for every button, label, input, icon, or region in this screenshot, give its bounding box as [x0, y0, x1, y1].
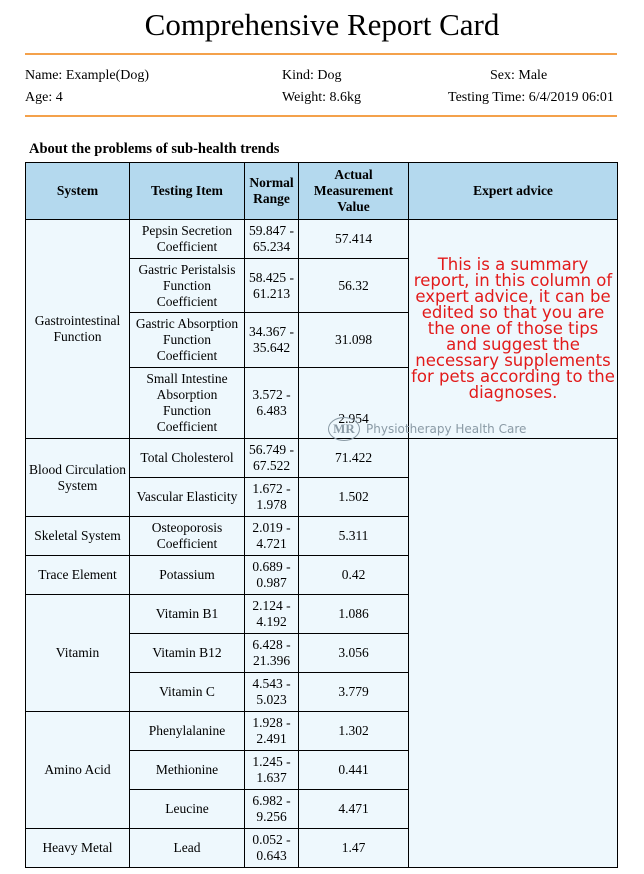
item-cell: Vitamin B1 [130, 595, 245, 634]
range-cell: 58.425 - 61.213 [245, 259, 299, 313]
item-cell: Lead [130, 829, 245, 868]
item-cell: Methionine [130, 751, 245, 790]
system-cell: Heavy Metal [26, 829, 130, 868]
item-cell: Vascular Elasticity [130, 478, 245, 517]
pet-kind: Kind: Dog [282, 68, 342, 83]
item-cell: Leucine [130, 790, 245, 829]
value-cell: 0.441 [299, 751, 409, 790]
range-cell: 1.672 - 1.978 [245, 478, 299, 517]
range-cell: 6.428 - 21.396 [245, 634, 299, 673]
table-row [26, 439, 618, 478]
value-cell: 1.47 [299, 829, 409, 868]
value-cell: 31.098 [299, 313, 409, 368]
header-value: Actual Measurement Value [299, 163, 409, 220]
header-system: System [26, 163, 130, 220]
watermark-text: Physiotherapy Health Care [366, 422, 527, 436]
range-cell: 6.982 - 9.256 [245, 790, 299, 829]
range-cell: 59.847 - 65.234 [245, 220, 299, 259]
item-cell: Gastric Absorption Function Coefficient [130, 313, 245, 368]
section-title: About the problems of sub-health trends [29, 141, 280, 157]
range-cell: 1.245 - 1.637 [245, 751, 299, 790]
top-divider [25, 53, 617, 55]
table-header-row [26, 163, 618, 220]
pet-sex: Sex: Male [490, 68, 548, 83]
item-cell: Pepsin Secretion Coefficient [130, 220, 245, 259]
pet-age: Age: 4 [25, 90, 63, 105]
range-cell: 56.749 - 67.522 [245, 439, 299, 478]
table-row [26, 220, 618, 259]
value-cell: 1.302 [299, 712, 409, 751]
value-cell: 5.311 [299, 517, 409, 556]
watermark [328, 417, 526, 441]
bottom-divider [25, 115, 617, 117]
value-cell: 0.42 [299, 556, 409, 595]
watermark-logo: MR [328, 417, 360, 441]
item-cell: Small Intestine Absorption Function Coefficient [130, 368, 245, 439]
system-cell: Skeletal System [26, 517, 130, 556]
range-cell: 1.928 - 2.491 [245, 712, 299, 751]
value-cell: 4.471 [299, 790, 409, 829]
system-cell: Amino Acid [26, 712, 130, 829]
report-title: Comprehensive Report Card [144, 7, 500, 42]
system-cell: Vitamin [26, 595, 130, 712]
pet-name: Name: Example(Dog) [25, 68, 150, 83]
range-cell: 0.052 - 0.643 [245, 829, 299, 868]
testing-time: Testing Time: 6/4/2019 06:01 [448, 90, 614, 105]
header-item: Testing Item [130, 163, 245, 220]
item-cell: Vitamin B12 [130, 634, 245, 673]
item-cell: Osteoporosis Coefficient [130, 517, 245, 556]
value-cell: 3.779 [299, 673, 409, 712]
item-cell: Total Cholesterol [130, 439, 245, 478]
value-cell: 57.414 [299, 220, 409, 259]
item-cell: Gastric Peristalsis Function Coefficient [130, 259, 245, 313]
range-cell: 2.019 - 4.721 [245, 517, 299, 556]
value-cell: 1.502 [299, 478, 409, 517]
value-cell: 3.056 [299, 634, 409, 673]
pet-weight: Weight: 8.6kg [282, 90, 361, 105]
report-table [25, 162, 618, 868]
item-cell: Vitamin C [130, 673, 245, 712]
header-advice: Expert advice [409, 163, 618, 220]
range-cell: 3.572 - 6.483 [245, 368, 299, 439]
item-cell: Phenylalanine [130, 712, 245, 751]
range-cell: 0.689 - 0.987 [245, 556, 299, 595]
system-cell: Gastrointestinal Function [26, 220, 130, 439]
expert-advice-text[interactable]: This is a summary report, in this column of expert advice, it can be edited so that you are the one of those tips and suggest the necessary supplements for pets according to the diagnoses. [409, 220, 618, 439]
system-cell: Blood Circulation System [26, 439, 130, 517]
advice-blank-cell[interactable] [409, 439, 618, 868]
range-cell: 34.367 - 35.642 [245, 313, 299, 368]
value-cell: 71.422 [299, 439, 409, 478]
range-cell: 2.124 - 4.192 [245, 595, 299, 634]
item-cell: Potassium [130, 556, 245, 595]
system-cell: Trace Element [26, 556, 130, 595]
value-cell: 2.954 [299, 368, 409, 439]
range-cell: 4.543 - 5.023 [245, 673, 299, 712]
value-cell: 56.32 [299, 259, 409, 313]
header-range: Normal Range [245, 163, 299, 220]
value-cell: 1.086 [299, 595, 409, 634]
